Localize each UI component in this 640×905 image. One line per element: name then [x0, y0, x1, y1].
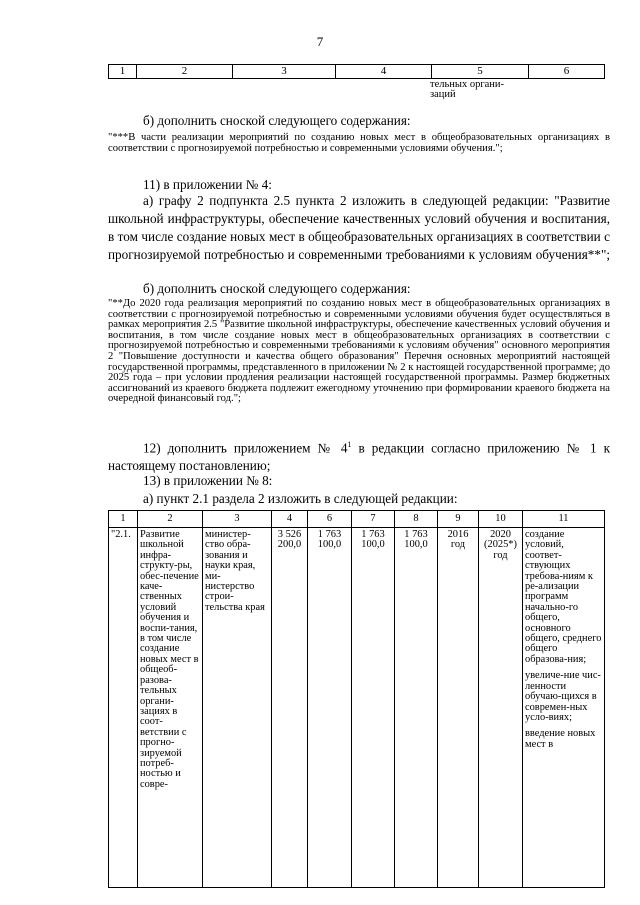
paragraph-b1: б) дополнить сноской следующего содержания: [143, 113, 411, 128]
row-start-year: 2016 год [438, 528, 479, 888]
row-result-2: увеличе-ние чис-ленности обучаю-щихся в современ-ных усло-виях; [525, 670, 601, 723]
top-table-continued-text: тельных органи- заций [430, 79, 505, 100]
bottom-table-col-6: 6 [308, 511, 352, 528]
top-table-col-6: 6 [529, 65, 605, 79]
top-table-header [108, 64, 605, 79]
row-result-3: введение новых мест в [525, 728, 596, 750]
page-number: 7 [316, 34, 324, 49]
bottom-table-col-10: 10 [479, 511, 523, 528]
footnote-2: "**До 2020 года реализация мероприятий по созданию новых мест в общеобразовательных организациях в соответствии с прогнозируемой потребностью и современными условиями обучения будет осуществляться в рамках мероприятия 2.5 "Развитие школьной инфраструктуры, обеспечение качественных условий обучения и воспитания, в том числе создание новых мест в общеобразовательных организациях в соответствии с прогнозируемой потребностью и современными требованиями к условиям обучения" основного мероприятия 2 "Повышение доступности и качества общего образования" Перечня основных мероприятий настоящей государственной программы, представленного в приложении № 2 к настоящей государственной программе; до 2025 года – при условии продления реализации настоящей государственной программы. Размер бюджетных ассигнований из краевого бюджета подлежит ежегодному уточнению при формировании краевого бюджета на очередной финансовый год."; [108, 298, 610, 405]
row-activity-name: Развитие школьной инфра-структу-ры, обес-печение каче-ственных условий обучения и воспи-тания, в том числе создание новых мест в общеоб-разова-тельных органи-зациях в соот-ветствии с прогно-зируемой потреб-ностью и совре- [138, 528, 203, 888]
row-amount-col8: 1 763 100,0 [395, 528, 438, 888]
paragraph-item11: 11) в приложении № 4: [143, 177, 272, 192]
item12-text-a: 12) дополнить приложением № 4 [143, 440, 348, 456]
bottom-table-col-1: 1 [109, 511, 138, 528]
row-results [523, 528, 605, 888]
top-table-col-1: 1 [109, 65, 137, 79]
bottom-table-col-8: 8 [395, 511, 438, 528]
row-total-amount: 3 526 200,0 [272, 528, 308, 888]
bottom-table [108, 510, 605, 888]
row-amount-col7: 1 763 100,0 [352, 528, 395, 888]
footnote-1: "***В части реализации мероприятий по созданию новых мест в общеобразовательных организациях в соответствии с прогнозируемой потребностью и современными условиями обучения."; [108, 132, 610, 154]
paragraph-item13: 13) в приложении № 8: [143, 473, 273, 488]
bottom-table-col-11: 11 [523, 511, 605, 528]
top-table-col-5: 5 [432, 65, 529, 79]
bottom-table-col-7: 7 [352, 511, 395, 528]
item12-superscript: 1 [347, 440, 352, 449]
row-result-1: создание условий, соответ-ствующих требова-ниям к ре-ализации программ начально-го общего, основного общего, среднего общего образова-ния; [525, 529, 602, 665]
bottom-table-col-2: 2 [138, 511, 203, 528]
paragraph-item12 [108, 436, 610, 475]
bottom-table-col-3: 3 [203, 511, 272, 528]
row-number: "2.1. [109, 528, 138, 888]
top-table-col-3: 3 [233, 65, 336, 79]
bottom-table-col-4: 4 [272, 511, 308, 528]
row-executor: министер-ство обра-зования и науки края, ми-нистерство строи-тельства края [203, 528, 272, 888]
row-end-year: 2020 (2025*) год [479, 528, 523, 888]
paragraph-a2: а) пункт 2.1 раздела 2 изложить в следующей редакции: [143, 491, 458, 506]
paragraph-a1: а) графу 2 подпункта 2.5 пункта 2 изложить в следующей редакции: "Развитие школьной инфраструктуры, обеспечение качественных условий обучения и воспитания, в том числе создание новых мест в общеобразовательных организациях в соответствии с прогнозируемой потребностью и современными требованиями к условиям обучения**"; [108, 193, 610, 262]
bottom-table-col-9: 9 [438, 511, 479, 528]
row-amount-col6: 1 763 100,0 [308, 528, 352, 888]
item12-text-b: в редакции согласно приложению № 1 к настоящему постановлению; [108, 440, 610, 474]
top-table-col-2: 2 [137, 65, 233, 79]
top-table-col-4: 4 [336, 65, 432, 79]
paragraph-b2: б) дополнить сноской следующего содержания: [143, 281, 411, 296]
